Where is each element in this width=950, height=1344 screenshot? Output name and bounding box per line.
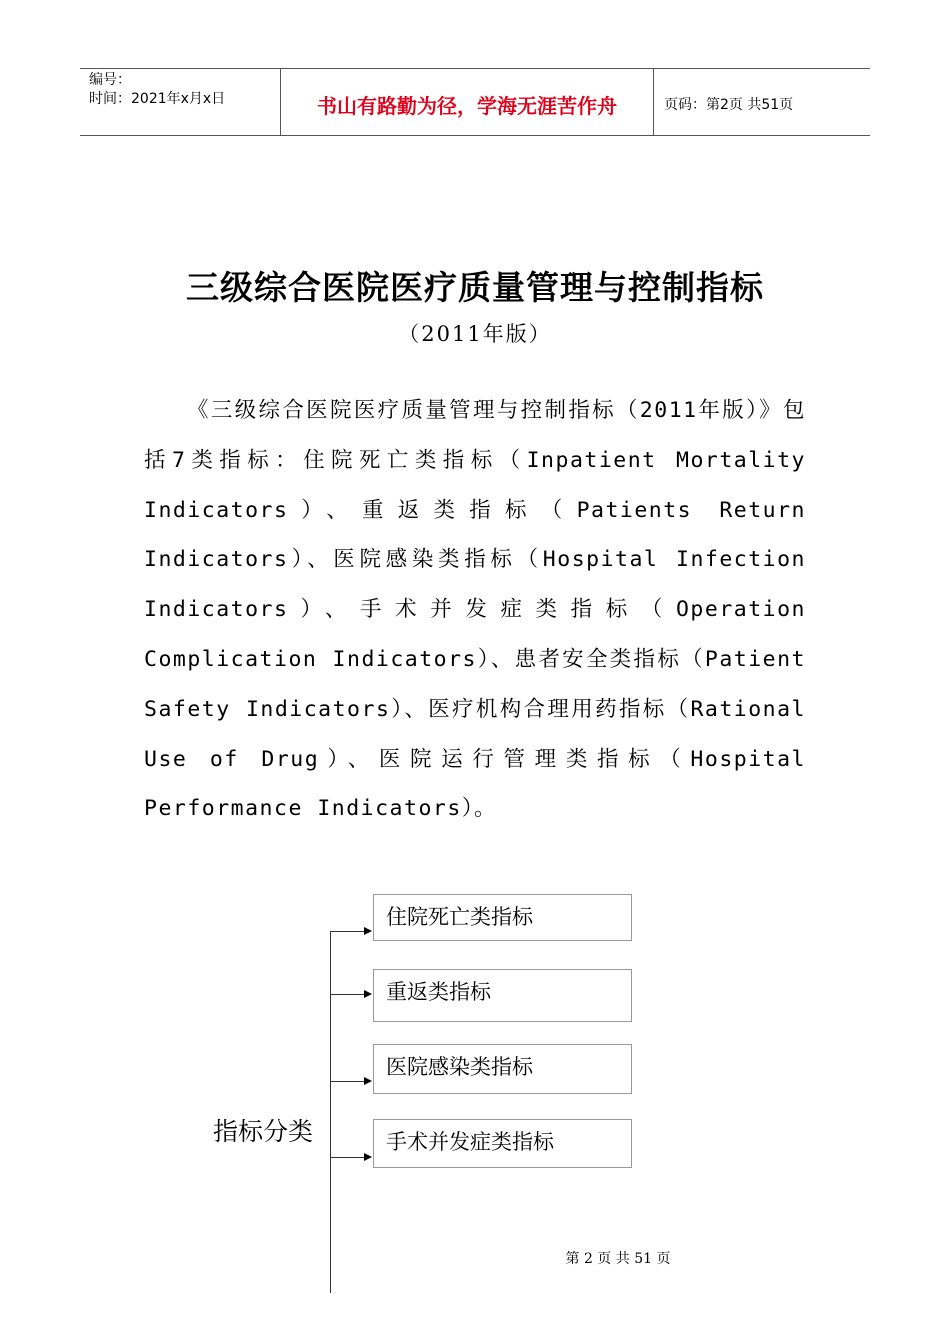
diagram-node: 医院感染类指标 xyxy=(373,1044,632,1094)
tree-trunk-line xyxy=(330,931,331,1293)
header-table xyxy=(80,68,870,136)
arrow-right-icon xyxy=(364,990,372,998)
diagram-root-label: 指标分类 xyxy=(213,1117,314,1146)
branch-line xyxy=(330,1157,366,1158)
branch-line xyxy=(330,994,366,995)
arrow-right-icon xyxy=(364,1077,372,1085)
arrow-right-icon xyxy=(364,927,372,935)
arrow-right-icon xyxy=(364,1153,372,1161)
branch-line xyxy=(330,931,366,932)
branch-line xyxy=(330,1081,366,1082)
header-motto: 书山有路勤为径，学海无涯苦作舟 xyxy=(281,69,654,135)
diagram-node: 手术并发症类指标 xyxy=(373,1119,632,1168)
document-subtitle: （2011年版） xyxy=(398,322,552,346)
document-title: 三级综合医院医疗质量管理与控制指标 xyxy=(186,268,764,307)
number-label: 编号： xyxy=(89,72,131,88)
time-label: 时间：2021年x月x日 xyxy=(89,91,226,107)
diagram-node: 住院死亡类指标 xyxy=(373,894,632,941)
page-footer: 第 2 页 共 51 页 xyxy=(565,1251,671,1267)
header-page-info: 页码：第2页 共51页 xyxy=(664,97,794,113)
header-meta xyxy=(80,69,281,135)
diagram-node: 重返类指标 xyxy=(373,969,632,1022)
body-paragraph: 《三级综合医院医疗质量管理与控制指标（2011年版）》包括7类指标：住院死亡类指标（Inpatient Mortality Indicators）、重返类指标（Patients Return Indicators）、医院感染类指标（Hospital Infection Indicators）、手术并发症类指标（Operation Complication Indicators）、患者安全类指标（Patient Safety Indicators）、医疗机构合理用药指标（Rational Use of Drug）、医院运行管理类指标（Hospital Performance Indicators）。 xyxy=(144,398,806,822)
